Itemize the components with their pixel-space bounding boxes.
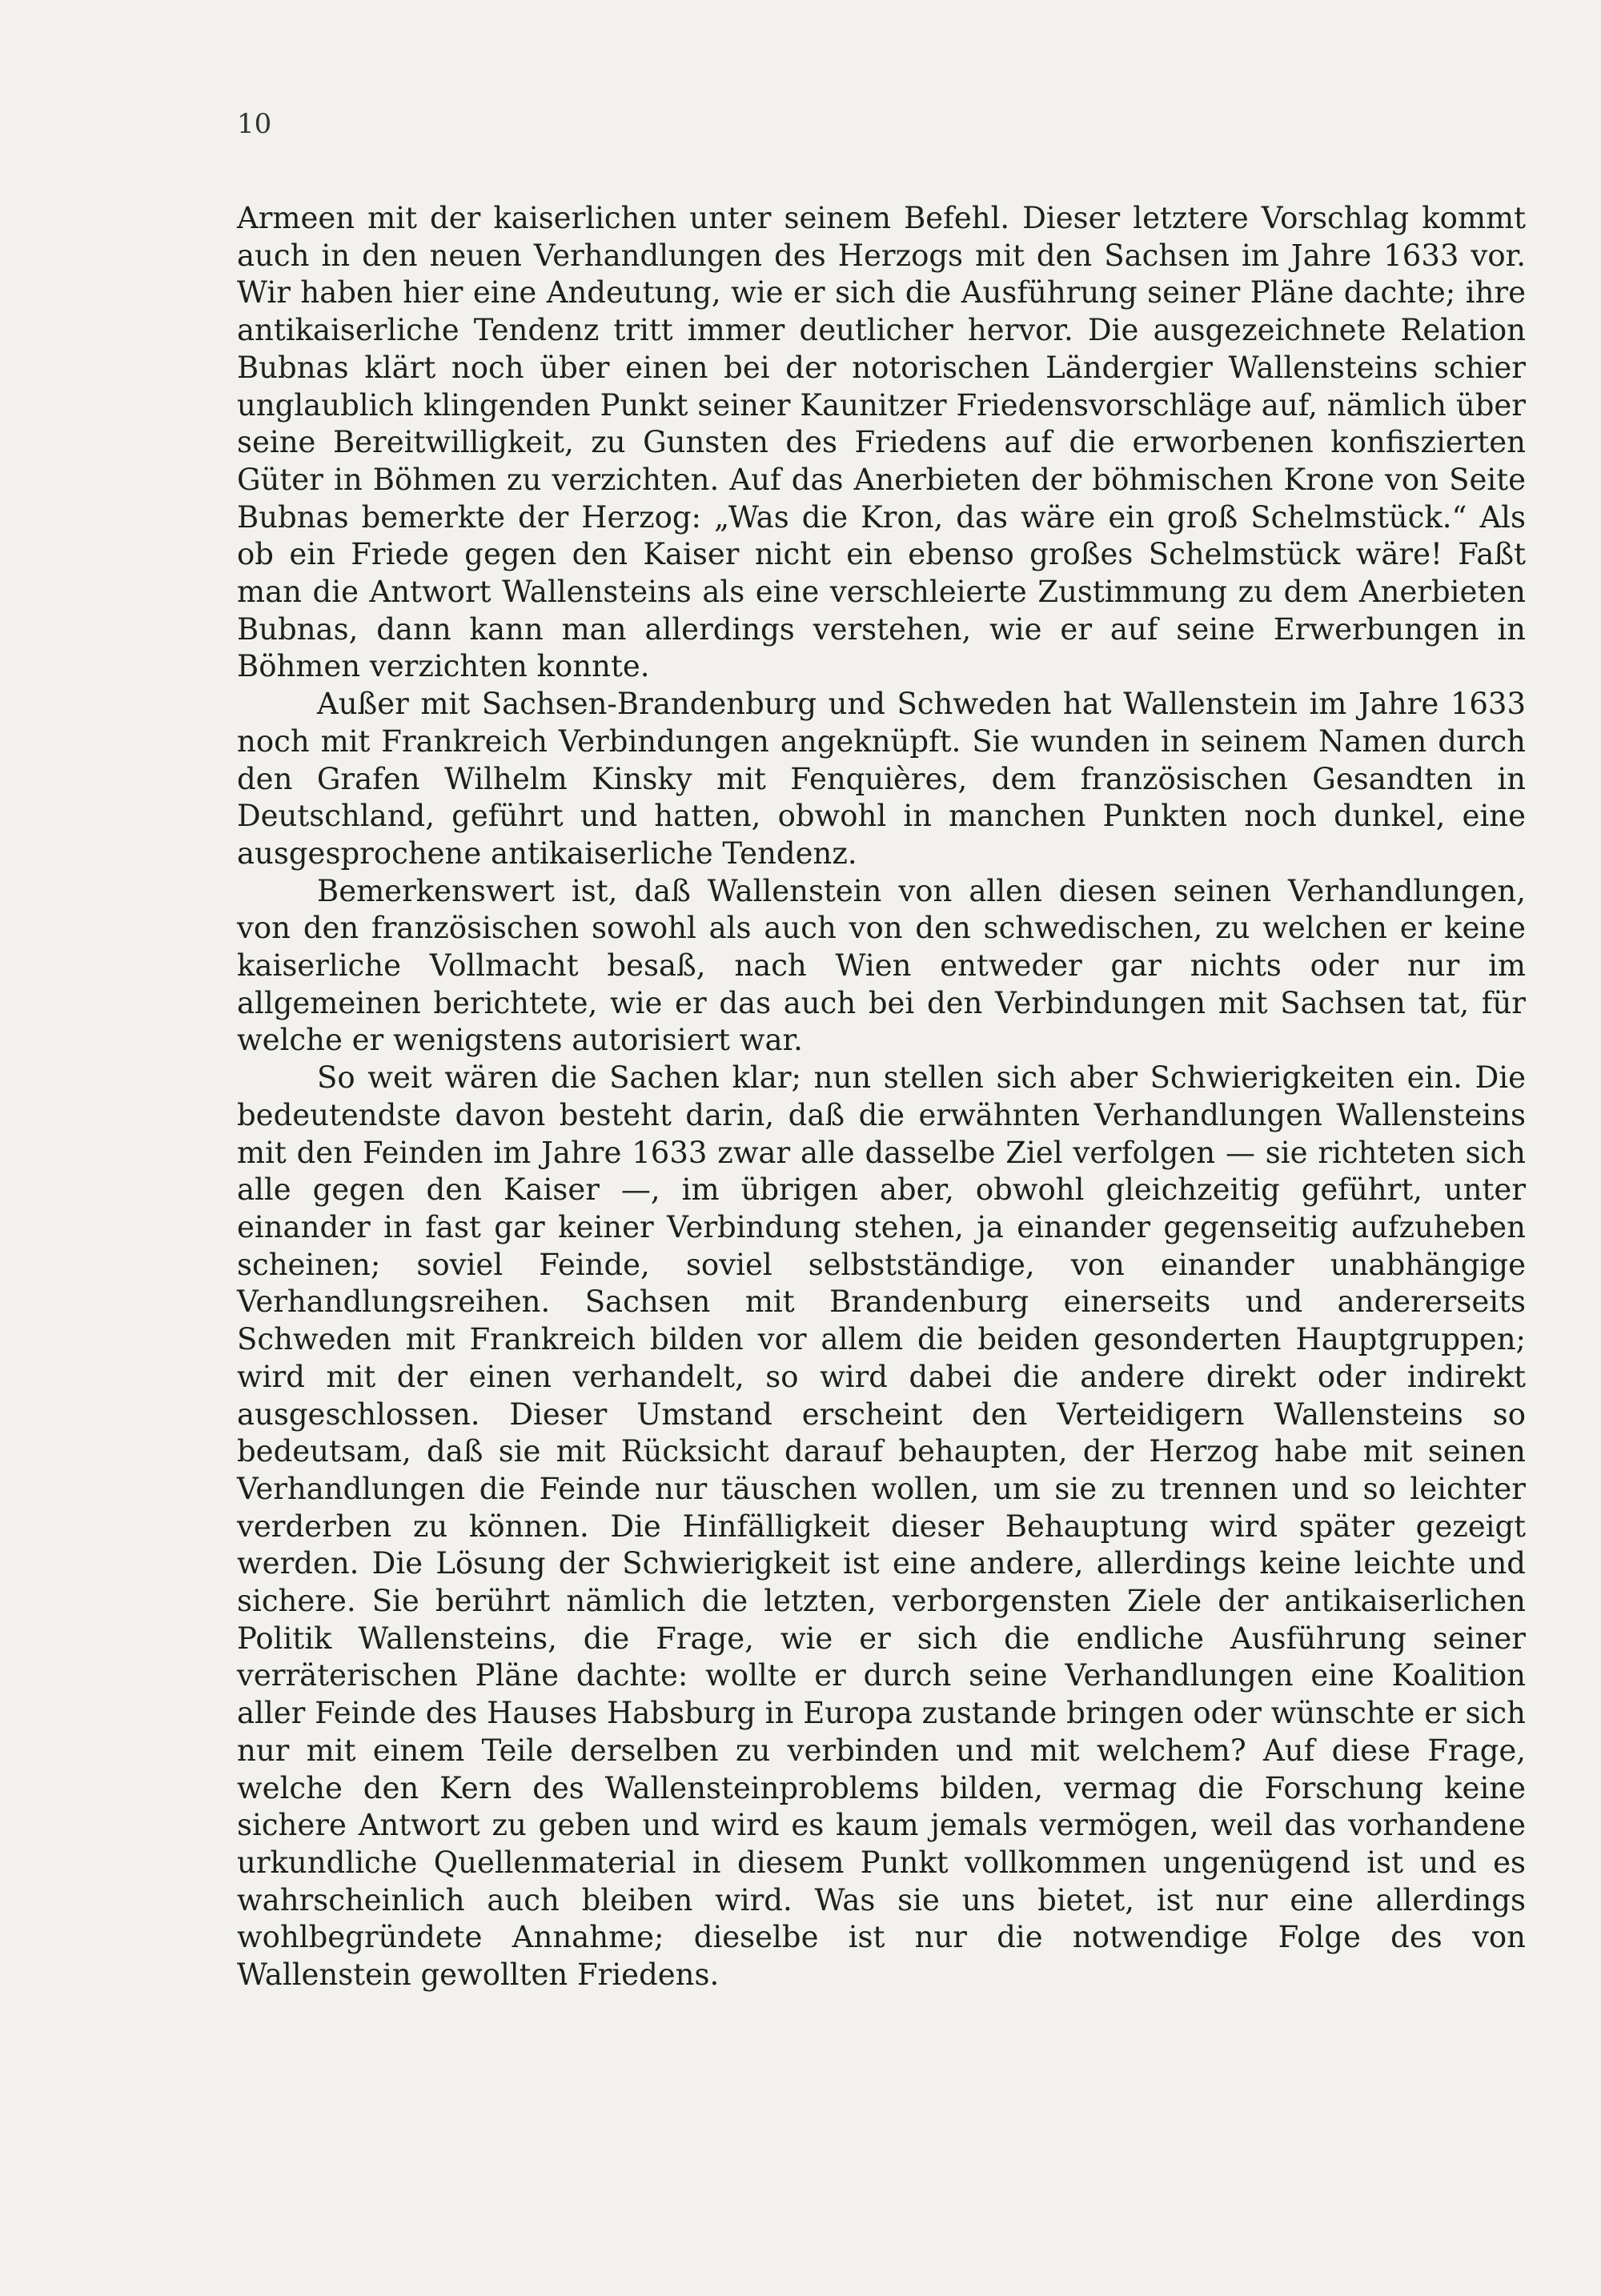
- paragraph-4: So weit wären die Sachen klar; nun stellen sich aber Schwierigkeiten ein. Die bedeutendste davon besteht darin, daß die erwähnten Verhandlungen Wallensteins mit den Feinden im Jahre 1633 zwar alle dasselbe Ziel verfolgen — sie richteten sich alle gegen den Kaiser —, im übrigen aber, obwohl gleichzeitig geführt, unter einander in fast gar keiner Verbindung stehen, ja einander gegenseitig aufzuheben scheinen; soviel Feinde, soviel selbstständige, von einander unabhängige Verhandlungsreihen. Sachsen mit Brandenburg einerseits und andererseits Schweden mit Frankreich bilden vor allem die beiden gesonderten Hauptgruppen; wird mit der einen verhandelt, so wird dabei die andere direkt oder indirekt ausgeschlossen. Dieser Umstand erscheint den Verteidigern Wallensteins so bedeutsam, daß sie mit Rücksicht darauf behaupten, der Herzog habe mit seinen Verhandlungen die Feinde nur täuschen wollen, um sie zu trennen und so leichter verderben zu können. Die Hinfälligkeit dieser Behauptung wird später gezeigt werden. Die Lösung der Schwierigkeit ist eine andere, allerdings keine leichte und sichere. Sie berührt nämlich die letzten, verborgensten Ziele der antikaiserlichen Politik Wallensteins, die Frage, wie er sich die endliche Ausführung seiner verräterischen Pläne dachte: wollte er durch seine Verhandlungen eine Koalition aller Feinde des Hauses Habsburg in Europa zustande bringen oder wünschte er sich nur mit einem Teile derselben zu verbinden und mit welchem? Auf diese Frage, welche den Kern des Wallensteinproblems bilden, vermag die Forschung keine sichere Antwort zu geben und wird es kaum jemals vermögen, weil das vorhandene urkundliche Quellenmaterial in diesem Punkt vollkommen ungenügend ist und es wahrscheinlich auch bleiben wird. Was sie uns bietet, ist nur eine allerdings wohlbegründete Annahme; dieselbe ist nur die notwendige Folge des von Wallenstein gewollten Friedens.: [237, 1060, 1526, 1993]
- page-number: 10: [237, 108, 272, 140]
- body-text: [237, 200, 1526, 1994]
- paragraph-3: Bemerkenswert ist, daß Wallenstein von allen diesen seinen Verhandlungen, von den französischen sowohl als auch von den schwedischen, zu welchen er keine kaiserliche Vollmacht besaß, nach Wien entweder gar nichts oder nur im allgemeinen berichtete, wie er das auch bei den Verbindungen mit Sachsen tat, für welche er wenigstens autorisiert war.: [237, 873, 1526, 1058]
- paragraph-2: Außer mit Sachsen-Brandenburg und Schweden hat Wallenstein im Jahre 1633 noch mit Frankreich Verbindungen angeknüpft. Sie wunden in seinem Namen durch den Grafen Wilhelm Kinsky mit Fenquières, dem französischen Gesandten in Deutschland, geführt und hatten, obwohl in manchen Punkten noch dunkel, eine ausgesprochene antikaiserliche Tendenz.: [237, 687, 1526, 871]
- paragraph-1: Armeen mit der kaiserlichen unter seinem Befehl. Dieser letztere Vorschlag kommt auch in den neuen Verhandlungen des Herzogs mit den Sachsen im Jahre 1633 vor. Wir haben hier eine Andeutung, wie er sich die Ausführung seiner Pläne dachte; ihre antikaiserliche Tendenz tritt immer deutlicher hervor. Die ausgezeichnete Relation Bubnas klärt noch über einen bei der notorischen Ländergier Wallensteins schier unglaublich klingenden Punkt seiner Kaunitzer Friedensvorschläge auf, nämlich über seine Bereitwilligkeit, zu Gunsten des Friedens auf die erworbenen konfiszierten Güter in Böhmen zu verzichten. Auf das Anerbieten der böhmischen Krone von Seite Bubnas bemerkte der Herzog: „Was die Kron, das wäre ein groß Schelmstück.“ Als ob ein Friede gegen den Kaiser nicht ein ebenso großes Schelmstück wäre! Faßt man die Antwort Wallensteins als eine verschleierte Zustimmung zu dem Anerbieten Bubnas, dann kann man allerdings verstehen, wie er auf seine Erwerbungen in Böhmen verzichten konnte.: [237, 201, 1526, 684]
